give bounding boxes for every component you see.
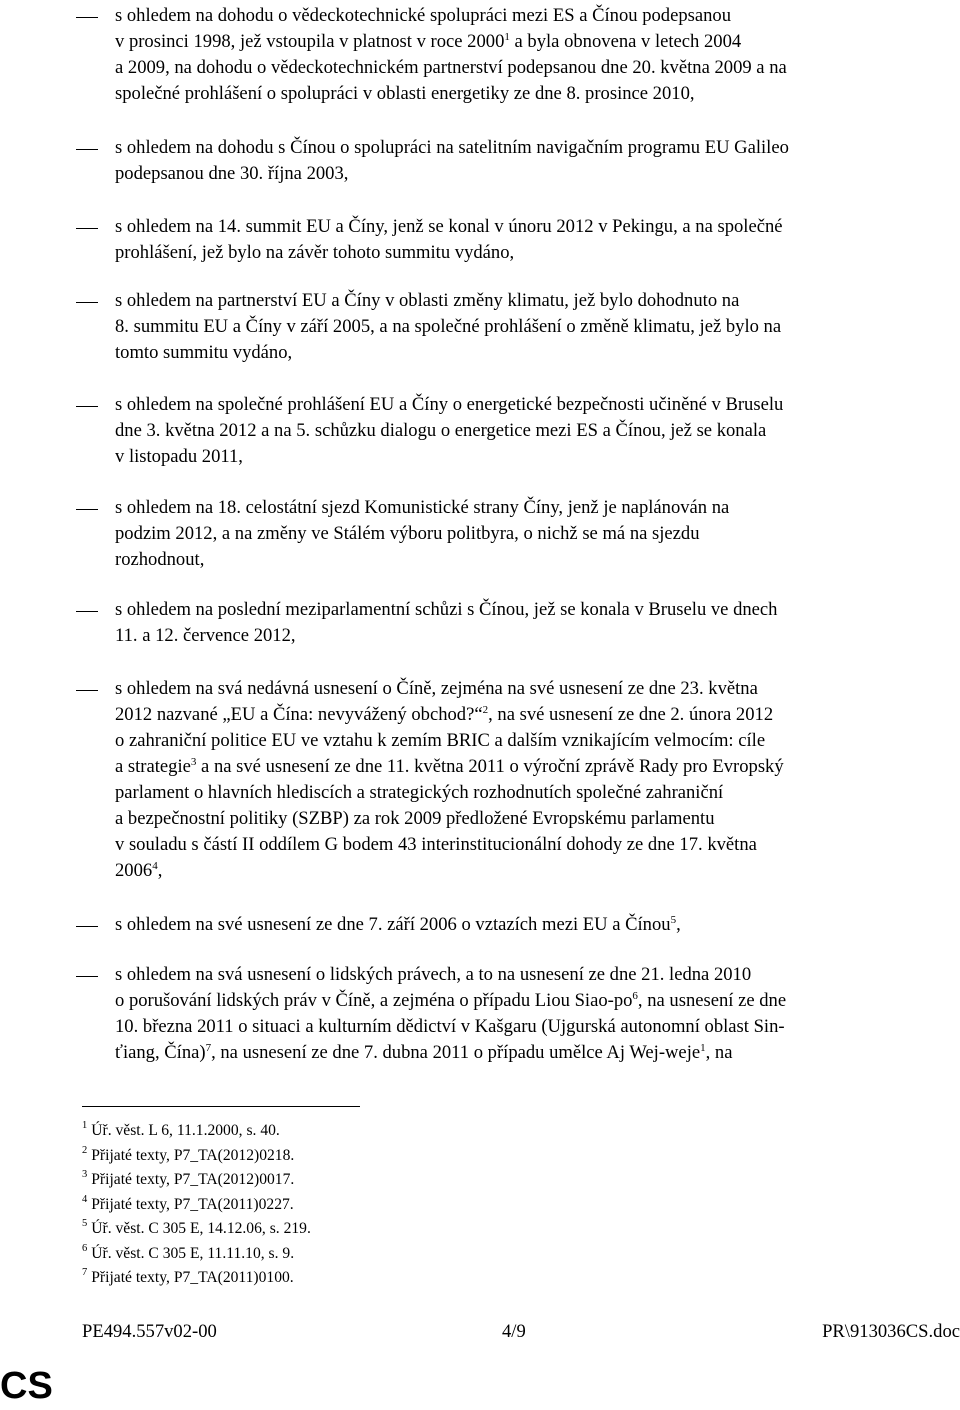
footnote-ref: 2 <box>482 703 489 716</box>
footnote: $^4$ Přijaté texty, P7_TA(2011)0227. <box>82 1193 294 1213</box>
text-line: a bezpečnostní politiky (SZBP) za rok 2009 předložené Evropskému parlamentu <box>115 808 715 829</box>
dash-bullet <box>76 509 98 510</box>
text-line: s ohledem na svá nedávná usnesení o Číně, zejména na své usnesení ze dne 23. května <box>115 678 758 699</box>
file-name: PR\913036CS.doc <box>822 1321 960 1342</box>
dash-bullet <box>76 976 98 977</box>
text-line: s ohledem na své usnesení ze dne 7. září 2006 o vztazích mezi EU a Čínou$^5$, <box>115 913 681 935</box>
text-line: s ohledem na 14. summit EU a Číny, jenž se konal v únoru 2012 v Pekingu, a na společné <box>115 216 783 237</box>
footnote-ref: 1 <box>700 1041 706 1054</box>
dash-bullet <box>76 611 98 612</box>
footnote: $^3$ Přijaté texty, P7_TA(2012)0017. <box>82 1169 295 1188</box>
text-line: parlament o hlavních hlediscích a strategických rozhodnutích společné zahraniční <box>115 782 724 803</box>
document-id: PE494.557v02-00 <box>82 1321 217 1342</box>
text-line: o porušování lidských práv v Číně, a zejména o případu Liou Siao-$po^6$, na usnesení ze dne <box>115 989 787 1011</box>
text-line: a 2009, na dohodu o vědeckotechnickém partnerství podepsanou dne 20. května 2009 a na <box>115 57 787 78</box>
text-line: s ohledem na dohodu s Čínou o spolupráci na satelitním navigačním programu EU Galileo <box>115 137 789 158</box>
text-line: dne 3. května 2012 a na 5. schůzku dialogu o energetice mezi ES a Čínou, jež se konala <box>115 420 767 441</box>
text-line: o zahraniční politice EU ve vztahu k zemím BRIC a dalším vznikajícím velmocím: cíle <box>115 730 766 751</box>
footnote-ref: 3 <box>190 755 197 768</box>
footnote: $^7$ Přijaté texty, P7_TA(2011)0100. <box>82 1267 294 1286</box>
text-line: prohlášení, jež bylo na závěr tohoto summitu vydáno, <box>115 242 515 263</box>
text-line: ťiang, Čína)$^7$, na usnesení ze dne 7. dubna 2011 o případu umělce Aj Wej-weje$^1$, na <box>115 1041 733 1063</box>
footnote-separator <box>82 1106 360 1107</box>
language-code: CS <box>0 1365 53 1407</box>
text-line: společné prohlášení o spolupráci v oblasti energetiky ze dne 8. prosince 2010, <box>115 83 695 104</box>
text-line: 2006$^4$, <box>115 859 163 881</box>
text-line: s ohledem na svá usnesení o lidských právech, a to na usnesení ze dne 21. ledna 2010 <box>115 964 752 985</box>
footnote: $^6$ Úř. věst. C 305 E, 11.11.10, s. 9. <box>82 1242 295 1262</box>
text-line: s ohledem na dohodu o vědeckotechnické spolupráci mezi ES a Čínou podepsanou <box>115 5 732 26</box>
text-line: podzim 2012, a na změny ve Stálém výboru politbyra, o nichž se má na sjezdu <box>115 523 700 544</box>
footnotes <box>82 1114 582 1286</box>
dash-bullet <box>76 17 98 18</box>
text-line: tomto summitu vydáno, <box>115 342 293 363</box>
text-line: v listopadu 2011, <box>115 446 243 467</box>
text-line: 10. března 2011 o situaci a kulturním dědictví v Kašgaru (Ujgurská autonomní oblast Sin- <box>115 1016 785 1037</box>
dash-bullet <box>76 302 98 303</box>
page-footer <box>82 1318 960 1346</box>
footnote-ref: 6 <box>632 989 638 1002</box>
footnote: $^5$ Úř. věst. C 305 E, 14.12.06, s. 219. <box>82 1218 311 1237</box>
text-line: s ohledem na partnerství EU a Číny v oblasti změny klimatu, jež bylo dohodnuto na <box>115 290 740 311</box>
footnote: $^1$ Úř. věst. L 6, 11.1.2000, s. 40. <box>82 1120 280 1139</box>
text-line: s ohledem na společné prohlášení EU a Číny o energetické bezpečnosti učiněné v Bruselu <box>115 394 784 415</box>
dash-bullet <box>76 926 98 927</box>
text-line: s ohledem na 18. celostátní sjezd Komunistické strany Číny, jenž je naplánován na <box>115 497 730 518</box>
text-line: 11. a 12. července 2012, <box>115 625 296 646</box>
text-line: 8. summitu EU a Číny v září 2005, a na společné prohlášení o změně klimatu, jež bylo na <box>115 316 782 337</box>
dash-bullet <box>76 690 98 691</box>
footnote-ref: 7 <box>205 1041 212 1054</box>
dash-bullet <box>76 228 98 229</box>
text-line: v prosinci 1998, jež vstoupila v platnost v roce 2000$^1$ a byla obnovena v letech 2004 <box>115 30 742 52</box>
text-line: rozhodnout, <box>115 549 205 570</box>
page-number: 4/9 <box>502 1321 526 1342</box>
text-line: v souladu s částí II oddílem G bodem 43 interinstitucionální dohody ze dne 17. května <box>115 834 757 855</box>
footnote-ref: 1 <box>504 30 510 43</box>
dash-bullet <box>76 406 98 407</box>
text-line: podepsanou dne 30. října 2003, <box>115 163 349 184</box>
dash-bullet <box>76 149 98 150</box>
footnote-ref: 5 <box>670 913 677 926</box>
text-line: s ohledem na poslední meziparlamentní schůzi s Čínou, jež se konala v Bruselu ve dnech <box>115 599 778 620</box>
footnote-ref: 4 <box>152 859 158 872</box>
footnote: $^2$ Přijaté texty, P7_TA(2012)0218. <box>82 1144 295 1164</box>
text-line: a strategie$^3$ a na své usnesení ze dne 11. května 2011 o výroční zprávě Rady pro Evropský <box>115 755 784 777</box>
text-line: 2012 nazvané „EU a Čína: nevyvážený obchod?“$^2$, na své usnesení ze dne 2. února 2012 <box>115 703 774 725</box>
